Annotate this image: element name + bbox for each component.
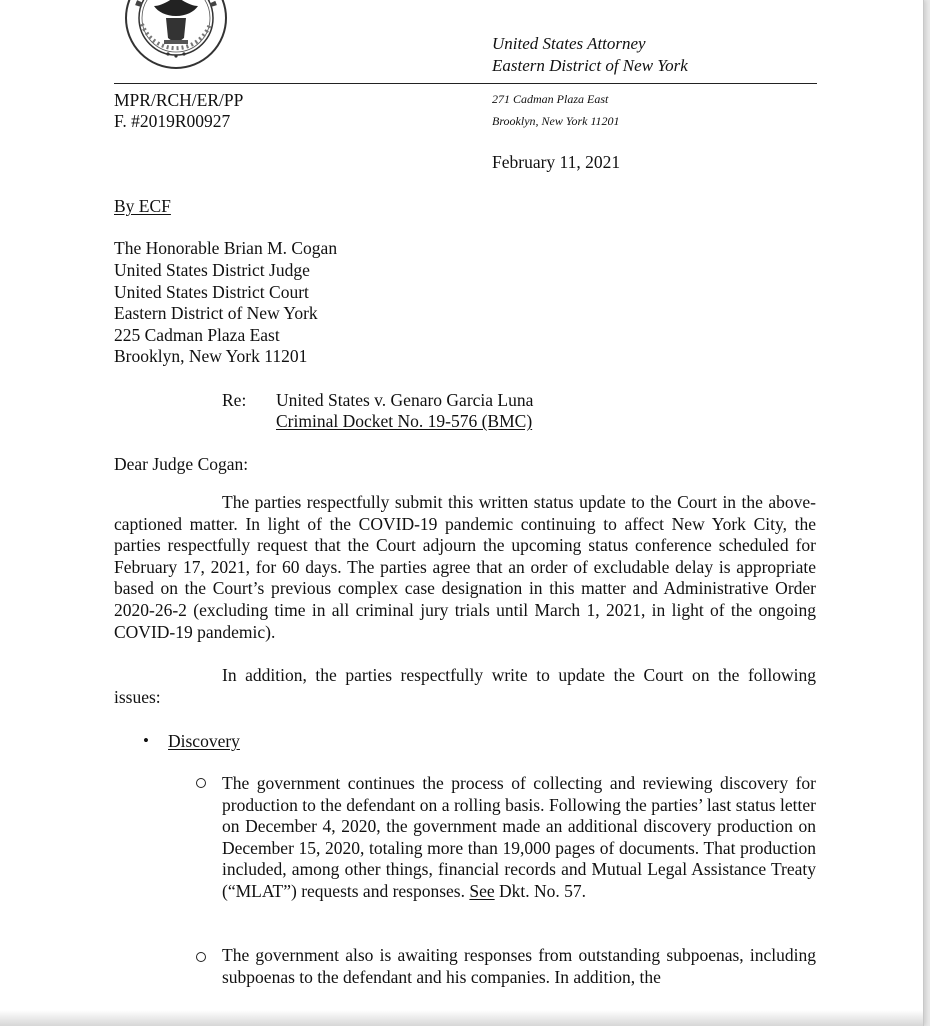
recipient-line: 225 Cadman Plaza East [114, 325, 280, 345]
docket-citation: Dkt. No. 57. [494, 880, 587, 901]
re-label: Re: [222, 390, 247, 410]
docket-number: Criminal Docket No. 19-576 (BMC) [276, 411, 533, 431]
salutation: Dear Judge Cogan: [114, 454, 249, 474]
department-seal-icon [124, 0, 228, 70]
recipient-line: The Honorable Brian M. Cogan [114, 238, 338, 258]
letterhead-rule [114, 83, 817, 84]
letter-date: February 11, 2021 [492, 152, 621, 172]
discovery-item-subpoenas: The government also is awaiting responses from outstanding subpoenas, including subpoenas to the defendant and his companies. In addition, the [222, 945, 816, 987]
office-title: United States Attorney [492, 34, 646, 53]
discovery-item-production [222, 773, 816, 903]
case-name: United States v. Genaro Garcia Luna [276, 390, 534, 410]
recipient-line: United States District Court [114, 282, 309, 302]
recipient-line: Brooklyn, New York 11201 [114, 346, 308, 366]
reference-initials: MPR/RCH/ER/PP [114, 90, 244, 110]
page-bottom-shadow [0, 1010, 923, 1026]
section-heading-discovery: Discovery [168, 731, 240, 751]
file-number: F. #2019R00927 [114, 111, 231, 131]
recipient-line: Eastern District of New York [114, 303, 318, 323]
see-signal: See [469, 880, 495, 901]
body-paragraph-status: The parties respectfully submit this written status update to the Court in the above-captioned matter. In light of the COVID-19 pandemic continuing to affect New York City, the parties respectfully request that the Court adjourn the upcoming status conference scheduled for February 17, 2021, for 60 days. The parties agree that an order of excludable delay is appropriate based on the Court’s previous complex case designation in this matter and Administrative Order 2020-26-2 (excluding time in all criminal jury trials until March 1, 2021, in light of the ongoing COVID-19 pandemic). [114, 492, 816, 642]
office-address-street: 271 Cadman Plaza East [492, 92, 609, 106]
bullet-dot-icon: • [143, 731, 149, 750]
discovery-item-production-text: The government continues the process of collecting and reviewing discovery for production to the defendant on a rolling basis. Following the parties’ last status letter on December 4, 2020, the government made an additional discovery production on December 15, 2020, totaling more than 19,000 pages of documents. That production included, among other things, financial records and Mutual Legal Assistance Treaty (“MLAT”) requests and responses. [222, 773, 816, 901]
recipient-line: United States District Judge [114, 260, 310, 280]
sub-bullet-circle-icon [196, 952, 206, 962]
office-district: Eastern District of New York [492, 56, 688, 75]
office-address-city: Brooklyn, New York 11201 [492, 114, 620, 128]
sub-bullet-circle-icon [196, 778, 206, 788]
delivery-method: By ECF [114, 196, 171, 216]
body-paragraph-issues: In addition, the parties respectfully write to update the Court on the following issues: [114, 665, 816, 707]
